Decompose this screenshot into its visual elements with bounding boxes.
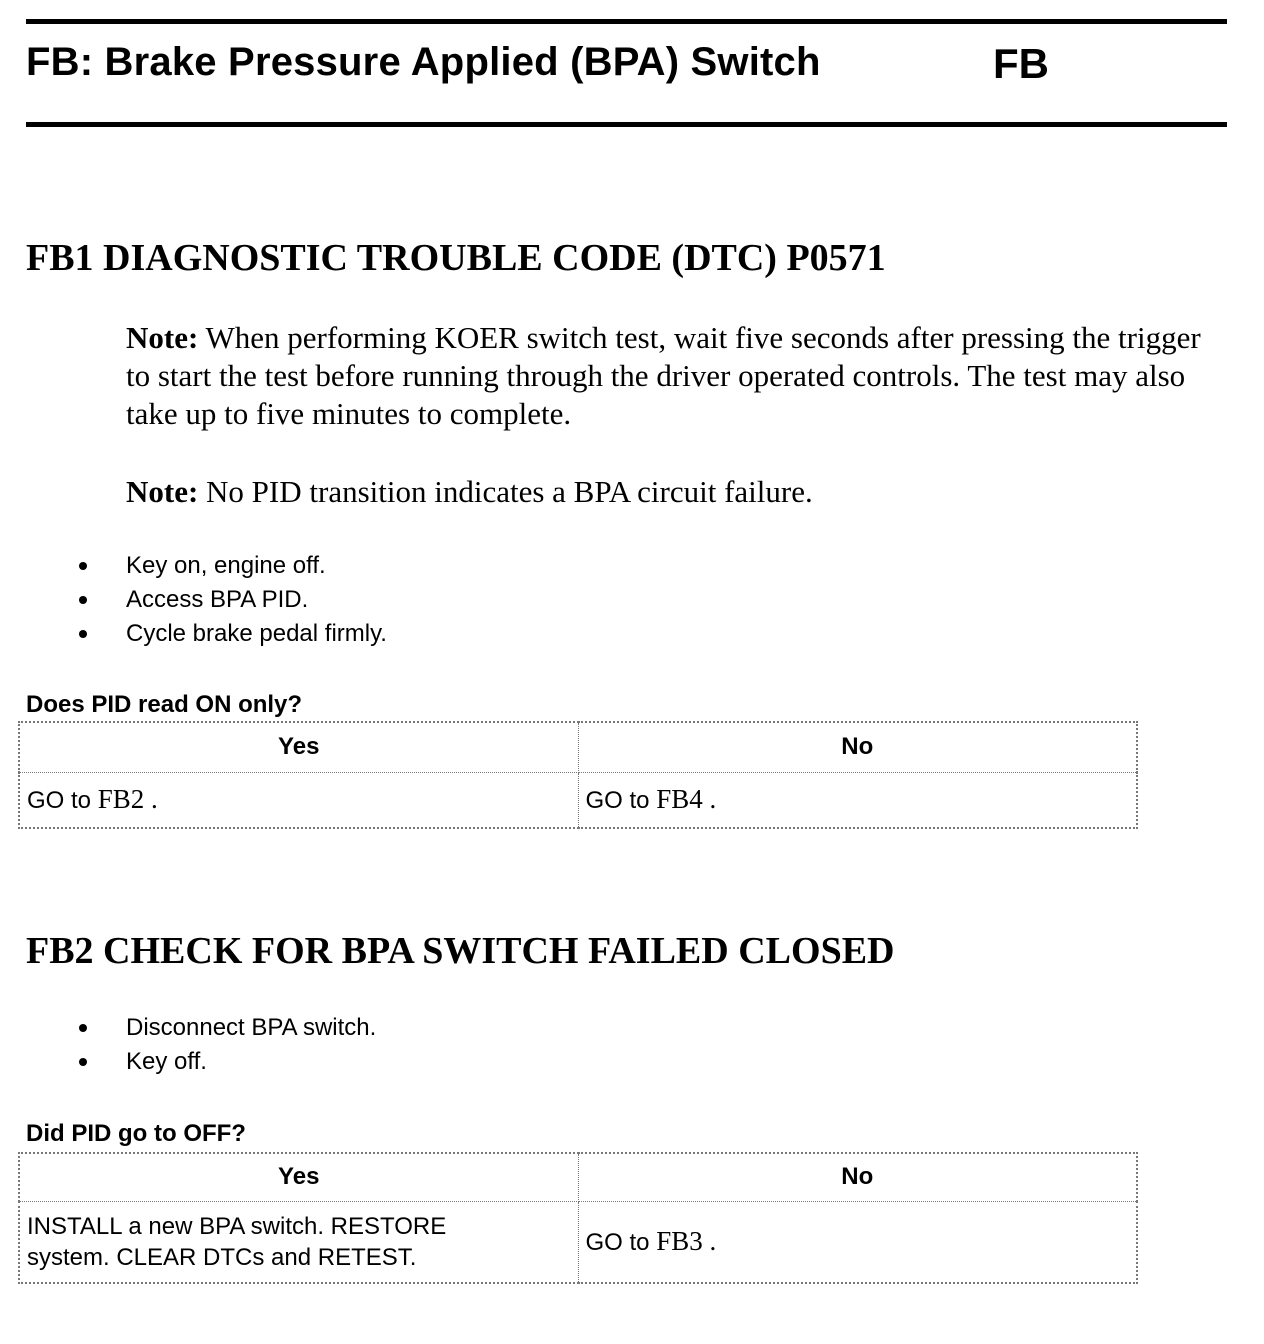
- fb1-question: Does PID read ON only?: [26, 691, 303, 718]
- header-top-rule: [26, 19, 1227, 24]
- fb1-decision-table: [18, 721, 1138, 829]
- step-text: Access BPA PID.: [126, 586, 309, 613]
- go-to-text: GO to: [27, 787, 98, 815]
- yes-action-line: INSTALL a new BPA switch. RESTORE: [27, 1212, 447, 1240]
- table-row: [19, 772, 1137, 828]
- go-to-text: GO to: [585, 1229, 657, 1257]
- table-row: [19, 1201, 1137, 1283]
- section-code: FB: [993, 40, 1049, 87]
- fb2-question: Did PID go to OFF?: [26, 1120, 246, 1147]
- no-cell: [578, 1201, 1137, 1283]
- list-item: [0, 1011, 376, 1045]
- fb1-note-1: [126, 319, 1216, 433]
- table-header-row: [19, 1153, 1137, 1201]
- link-suffix: .: [702, 784, 717, 815]
- no-cell: [578, 772, 1137, 828]
- fb1-note-2: [126, 473, 1216, 511]
- no-header: No: [578, 1153, 1137, 1201]
- link-suffix: .: [144, 784, 158, 815]
- go-to-text: GO to: [585, 787, 657, 815]
- step-text: Disconnect BPA switch.: [126, 1014, 377, 1041]
- fb1-title: FB1 DIAGNOSTIC TROUBLE CODE (DTC) P0571: [26, 237, 886, 279]
- fb2-decision-table: [18, 1152, 1138, 1284]
- list-item: [0, 1045, 376, 1079]
- yes-action-line: system. CLEAR DTCs and RETEST.: [27, 1243, 417, 1271]
- note-label: Note:: [126, 320, 199, 355]
- note-text: No PID transition indicates a BPA circuit failure.: [198, 474, 813, 509]
- page-title: FB: Brake Pressure Applied (BPA) Switch: [26, 40, 821, 84]
- bullet-icon: [79, 1024, 87, 1032]
- step-text: Key on, engine off.: [126, 552, 326, 579]
- fb3-link[interactable]: FB3: [656, 1226, 703, 1257]
- list-item: [0, 549, 387, 583]
- fb2-link[interactable]: FB2: [97, 784, 145, 815]
- bullet-icon: [79, 562, 87, 570]
- header-bottom-rule: [26, 122, 1227, 127]
- link-suffix: .: [702, 1226, 717, 1257]
- table-header-row: [19, 722, 1137, 772]
- note-label: Note:: [126, 474, 199, 509]
- bullet-icon: [79, 1058, 87, 1066]
- yes-header: Yes: [19, 722, 578, 772]
- yes-header: Yes: [19, 1153, 578, 1201]
- step-text: Key off.: [126, 1048, 207, 1075]
- list-item: [0, 617, 387, 651]
- note-text: When performing KOER switch test, wait five seconds after pressing the trigger to start the test before running through the driver operated controls. The test may also take up to five minutes to complete.: [126, 320, 1201, 431]
- yes-cell: [19, 772, 578, 828]
- no-header: No: [578, 722, 1137, 772]
- fb1-step-list: [0, 549, 387, 651]
- fb2-step-list: [0, 1011, 376, 1079]
- bullet-icon: [79, 596, 87, 604]
- bullet-icon: [79, 630, 87, 638]
- fb2-title: FB2 CHECK FOR BPA SWITCH FAILED CLOSED: [26, 930, 895, 972]
- step-text: Cycle brake pedal firmly.: [126, 620, 387, 647]
- yes-cell: [19, 1201, 578, 1283]
- list-item: [0, 583, 387, 617]
- fb4-link[interactable]: FB4: [656, 784, 703, 815]
